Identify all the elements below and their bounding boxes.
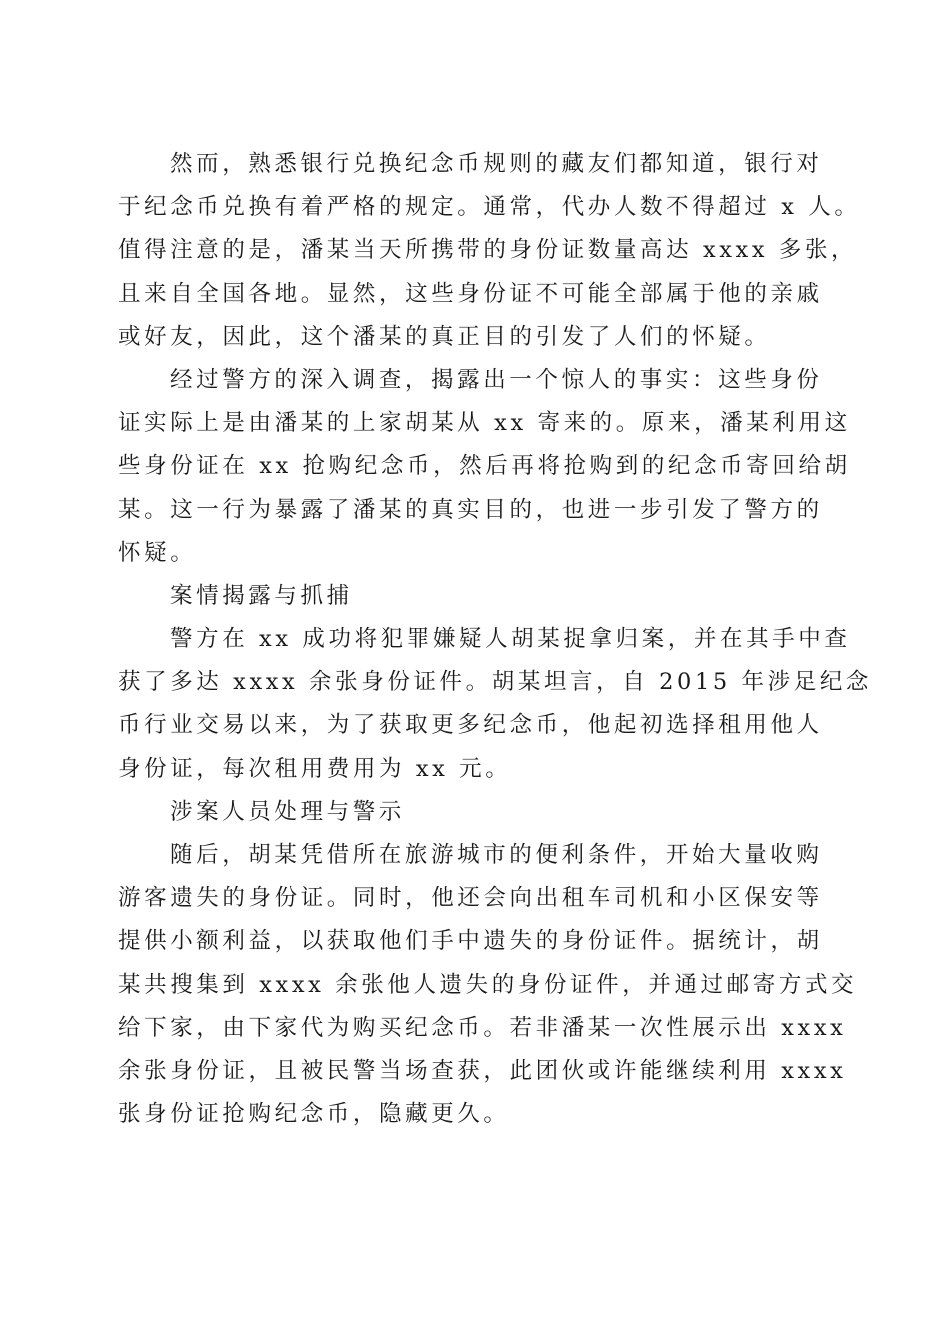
paragraph-line: 给下家，由下家代为购买纪念币。若非潘某一次性展示出 xxxx xyxy=(118,1014,847,1041)
paragraph-line: 警方在 xx 成功将犯罪嫌疑人胡某捉拿归案，并在其手中查 xyxy=(170,626,851,653)
paragraph-line: 某共搜集到 xxxx 余张他人遗失的身份证件，并通过邮寄方式交 xyxy=(118,971,858,998)
section-heading: 案情揭露与抓捕 xyxy=(170,582,353,609)
paragraph-line: 经过警方的深入调查，揭露出一个惊人的事实：这些身份 xyxy=(170,366,823,393)
document-body xyxy=(118,143,873,1136)
paragraph-line: 游客遗失的身份证。同时，他还会向出租车司机和小区保安等 xyxy=(118,885,823,912)
paragraph-line: 获了多达 xxxx 余张身份证件。胡某坦言，自 2015 年涉足纪念 xyxy=(118,669,873,696)
paragraph-line: 余张身份证，且被民警当场查获，此团伙或许能继续利用 xxxx xyxy=(118,1057,847,1084)
paragraph-line: 于纪念币兑换有着严格的规定。通常，代办人数不得超过 x 人。 xyxy=(118,194,861,221)
paragraph-line: 怀疑。 xyxy=(118,539,197,566)
paragraph-line: 币行业交易以来，为了获取更多纪念币，他起初选择租用他人 xyxy=(118,712,823,739)
paragraph-line: 然而，熟悉银行兑换纪念币规则的藏友们都知道，银行对 xyxy=(170,151,823,177)
paragraph-line: 随后，胡某凭借所在旅游城市的便利条件，开始大量收购 xyxy=(170,842,823,868)
paragraph-line: 且来自全国各地。显然，这些身份证不可能全部属于他的亲戚 xyxy=(118,280,823,307)
paragraph-line: 某。这一行为暴露了潘某的真实目的，也进一步引发了警方的 xyxy=(118,496,823,523)
paragraph-line: 证实际上是由潘某的上家胡某从 xx 寄来的。原来，潘某利用这 xyxy=(118,410,851,437)
paragraph-line: 提供小额利益，以获取他们手中遗失的身份证件。据统计，胡 xyxy=(118,928,823,955)
paragraph-line: 或好友，因此，这个潘某的真正目的引发了人们的怀疑。 xyxy=(118,323,771,350)
section-heading: 涉案人员处理与警示 xyxy=(170,798,405,825)
paragraph-line: 值得注意的是，潘某当天所携带的身份证数量高达 xxxx 多张， xyxy=(118,237,858,264)
paragraph-line: 张身份证抢购纪念币，隐藏更久。 xyxy=(118,1101,510,1128)
paragraph-line: 身份证，每次租用费用为 xx 元。 xyxy=(118,755,512,782)
paragraph-line: 些身份证在 xx 抢购纪念币，然后再将抢购到的纪念币寄回给胡 xyxy=(118,453,851,480)
